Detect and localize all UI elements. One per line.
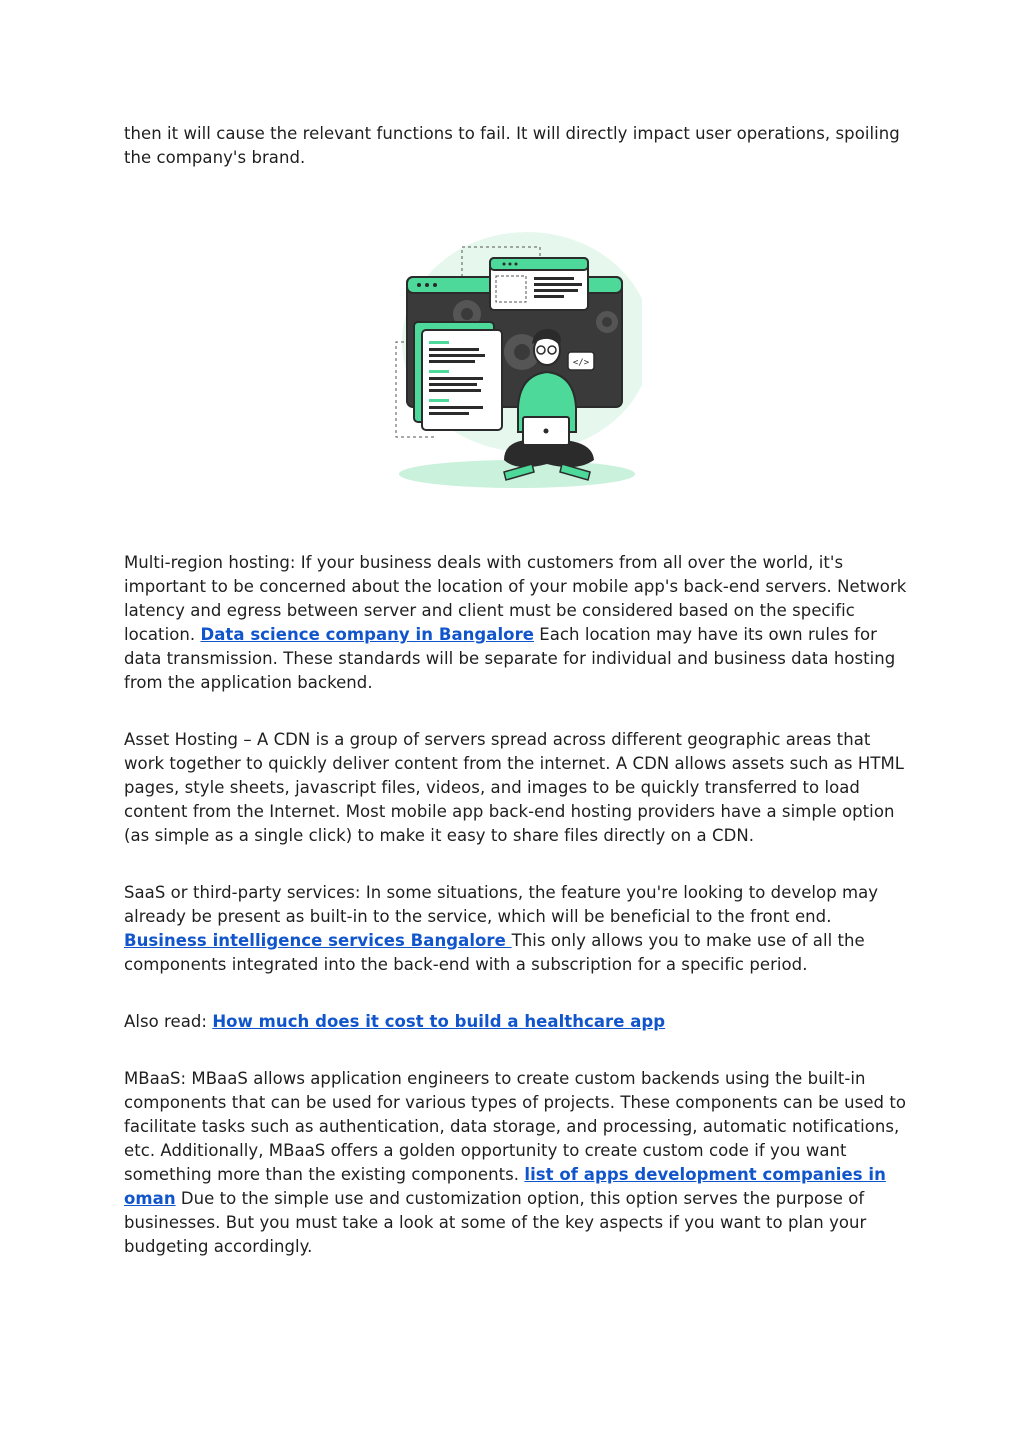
- data-science-link[interactable]: Data science company in Bangalore: [200, 625, 534, 644]
- saas-paragraph: [124, 881, 910, 977]
- asset-hosting-paragraph: Asset Hosting – A CDN is a group of servers spread across different geographic areas that work together to quickly deliver content from the internet. A CDN allows assets such as HTML pages, style sheets, javascript files, videos, and images to be quickly transferred to load content from the Internet. Most mobile app back-end hosting providers have a simple option (as simple as a single click) to make it easy to share files directly on a CDN.: [124, 730, 904, 845]
- also-read-label: Also read:: [124, 1012, 213, 1031]
- document-page: [124, 122, 910, 1259]
- oman-app-companies-link[interactable]: list of apps development companies in oman: [124, 1165, 886, 1208]
- multi-region-text-end: Each location may have its own rules for data transmission. These standards will be separate for individual and business data hosting from the application backend.: [124, 625, 896, 692]
- saas-text-end: This only allows you to make use of all the components integrated into the back-end with a subscription for a specific period.: [124, 931, 865, 974]
- also-read-paragraph: [124, 1010, 910, 1034]
- mbaas-text-end: Due to the simple use and customization option, this option serves the purpose of businesses. But you must take a look at some of the key aspects if you want to plan your budgeting accordingly.: [124, 1189, 867, 1256]
- multi-region-text-start: Multi-region hosting: If your business deals with customers from all over the world, it's important to be concerned about the location of your mobile app's back-end servers. Network latency and egress between server and client must be considered based on the specific location.: [124, 553, 907, 644]
- multi-region-paragraph: [124, 551, 910, 695]
- intro-paragraph: then it will cause the relevant functions to fail. It will directly impact user operations, spoiling the company's brand.: [124, 124, 900, 167]
- code-icon: </>: [572, 358, 590, 368]
- business-intelligence-link[interactable]: Business intelligence services Bangalore: [124, 931, 512, 950]
- healthcare-app-cost-link[interactable]: How much does it cost to build a healthcare app: [212, 1012, 666, 1031]
- saas-text-start: SaaS or third-party services: In some situations, the feature you're looking to develop may already be present as built-in to the service, which will be beneficial to the front end.: [124, 883, 879, 926]
- developer-illustration: [392, 232, 642, 494]
- mbaas-text-start: MBaaS: MBaaS allows application engineers to create custom backends using the built-in components that can be used for various types of projects. These components can be used to facilitate tasks such as authentication, data storage, and processing, automatic notifications, etc. Additionally, MBaaS offers a golden opportunity to create custom code if you want something more than the existing components.: [124, 1069, 906, 1184]
- mbaas-paragraph: [124, 1067, 910, 1259]
